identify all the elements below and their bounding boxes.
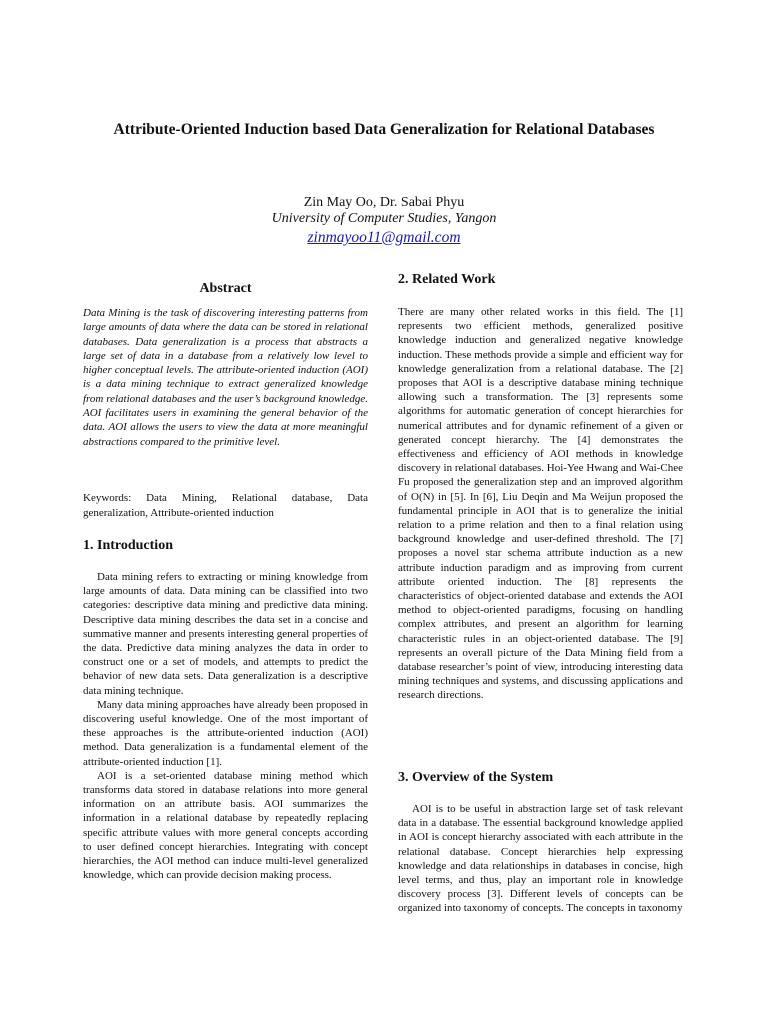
keywords: Keywords: Data Mining, Relational database, Data generalization, Attribute-oriented induction (83, 492, 368, 519)
introduction-paragraph: Data mining refers to extracting or mining knowledge from large amounts of data. Data mining can be classified into two categories: descriptive data mining and predictive data mining. Descriptive data mining describes the data set in a concise and summative manner and presents interesting general properties of the data. Predictive data mining analyzes the data in order to construct one or a set of models, and attempts to predict the behavior of new data sets. Data generalization is a descriptive data mining technique. (83, 571, 368, 697)
overview-body (398, 802, 683, 916)
overview-heading: 3. Overview of the System (398, 770, 554, 785)
related-work-heading: 2. Related Work (398, 272, 496, 287)
paper-affiliation: University of Computer Studies, Yangon (271, 211, 497, 226)
related-work-body (398, 305, 683, 703)
abstract-text: Data Mining is the task of discovering interesting patterns from large amounts of data where the data can be stored in relational databases. Data generalization is a process that abstracts a large set of data in a database from a relatively low level to higher conceptual levels. The attribute-oriented induction (AOI) is a data mining technique to extract generalized knowledge from relational databases and the user’s background knowledge. AOI facilitates users in examining the general behavior of the data. AOI allows the users to view the data at more meaningful abstractions compared to the primitive level. (83, 307, 368, 448)
author-email-link[interactable]: zinmayoo11@gmail.com (307, 229, 461, 246)
overview-paragraph: AOI is to be useful in abstraction large set of task relevant data in a database. The essential background knowledge applied in AOI is concept hierarchy associated with each attribute in the relational database. Concept hierarchies help expressing knowledge and data relationships in databases in concise, high level terms, and thus, play an important role in knowledge discovery process [3]. Different levels of concepts can be organized into taxonomy of concepts. The concepts in taxonomy (398, 803, 683, 915)
introduction-body (83, 570, 368, 882)
paper-title: Attribute-Oriented Induction based Data Generalization for Relational Databases (113, 121, 655, 138)
introduction-heading: 1. Introduction (83, 538, 173, 553)
abstract-heading: Abstract (199, 281, 252, 296)
related-work-paragraph: There are many other related works in this field. The [1] represents two efficient methods, generalized positive knowledge induction and generalized negative knowledge induction. These methods provide a simple and efficient way for knowledge generalization from a relational database. The [2] proposes that AOI is a descriptive database mining technique allowing such a transformation. The [3] represents some algorithms for automatic generation of concept hierarchies for numerical attributes and for dynamic refinement of a given or generated concept hierarchy. The [4] demonstrates the effectiveness and efficiency of AOI methods in knowledge discovery in relational databases. Hoi-Yee Hwang and Wai-Chee Fu proposed the generalization step and an improved algorithm of O(N) in [5]. In [6], Liu Deqin and Ma Weijun proposed the fundamental principle in AOI that is to generalize the initial relation to a prime relation and then to a final relation using background knowledge and user-defined threshold. The [7] proposes a novel star schema attribute induction as a new attribute induction paradigm and as improving from current attribute oriented induction. The [8] represents the characteristics of object-oriented database and extends the AOI method to object-oriented paradigms, focusing on handling complex attributes, and present an algorithm for learning characteristic rules in an object-oriented database. The [9] represents an overall picture of the Data Mining field from a database researcher’s point of view, introducing interesting data mining techniques and systems, and discussing applications and research directions. (398, 306, 683, 702)
introduction-paragraph: Many data mining approaches have already been proposed in discovering useful knowledge. One of the most important of these approaches is the attribute-oriented induction (AOI) method. Data generalization is a fundamental element of the attribute-oriented induction [1]. (83, 698, 368, 768)
introduction-paragraph: AOI is a set-oriented database mining method which transforms data stored in database relations into more general information on an attribute basis. AOI summarizes the information in a relational database by repeatedly replacing specific attribute values with more general concepts according to user defined concept hierarchies. Integrating with concept hierarchies, the AOI method can induce multi-level generalized knowledge, which can provide decision making process. (83, 769, 368, 882)
paper-authors: Zin May Oo, Dr. Sabai Phyu (303, 195, 465, 210)
